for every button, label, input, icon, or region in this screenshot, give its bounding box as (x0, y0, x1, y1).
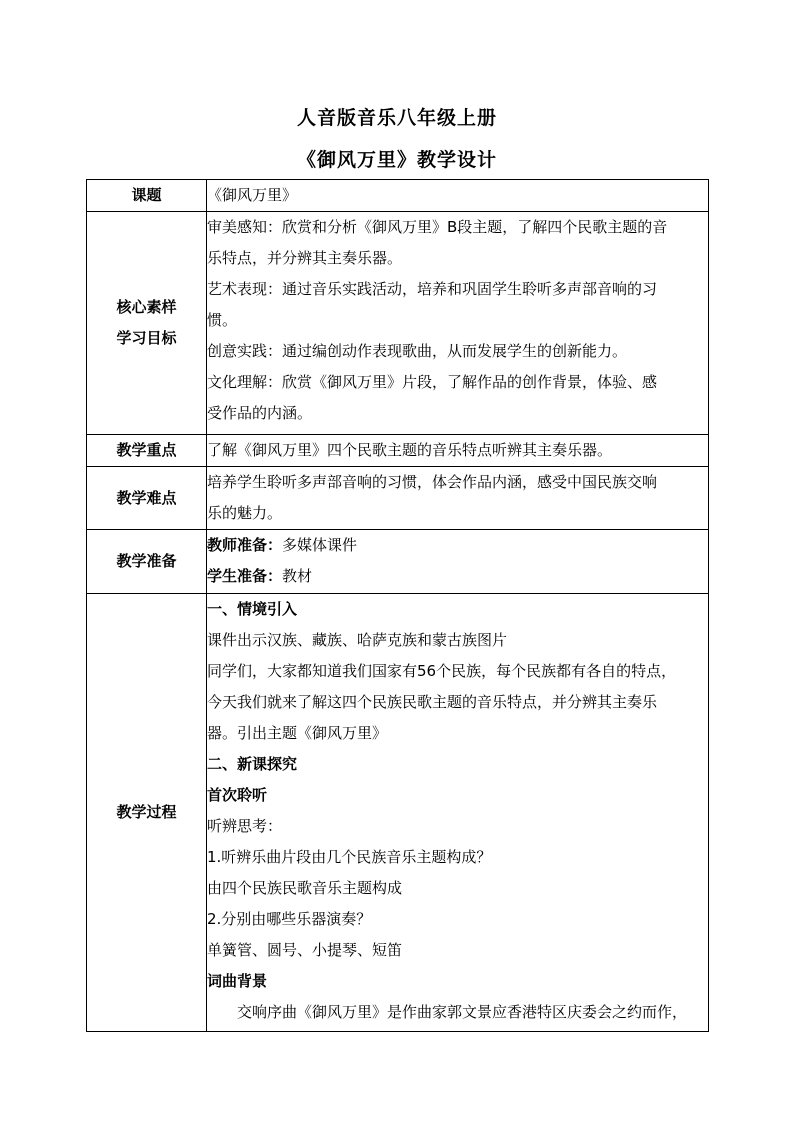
process-content (207, 594, 709, 1032)
topic-label: 课题 (87, 180, 207, 212)
process-row (87, 594, 709, 1032)
process-line: 单簧管、圆号、小提琴、短笛 (207, 941, 403, 959)
difficulties-content (207, 467, 709, 530)
process-line: 1.听辨乐曲片段由几个民族音乐主题构成？ (207, 848, 492, 866)
objective-line: 受作品的内涵。 (207, 404, 313, 422)
difficulties-label: 教学难点 (87, 467, 207, 530)
preparation-content (207, 530, 709, 594)
objective-line: 艺术表现：通过音乐实践活动，培养和巩固学生聆听多声部音响的习 (207, 280, 658, 298)
objective-line: 审美感知：欣赏和分析《御风万里》B段主题，了解四个民歌主题的音 (207, 218, 668, 236)
document-title: 人音版音乐八年级上册 (296, 107, 497, 129)
objectives-row (87, 212, 709, 435)
process-line: 一、情境引入 (207, 600, 298, 618)
objectives-content (207, 212, 709, 435)
objective-line: 惯。 (207, 311, 238, 329)
objectives-label-line1: 核心素样 (116, 298, 177, 316)
preparation-row (87, 530, 709, 594)
difficulty-line: 培养学生聆听多声部音响的习惯，体会作品内涵，感受中国民族交响 (207, 473, 658, 491)
process-line: 二、新课探究 (207, 755, 298, 773)
objective-line: 文化理解：欣赏《御风万里》片段，了解作品的创作背景，体验、感 (207, 373, 658, 391)
student-prep (207, 561, 708, 592)
key-points-label: 教学重点 (87, 435, 207, 467)
objective-line: 创意实践：通过编创动作表现歌曲，从而发展学生的创新能力。 (207, 342, 628, 360)
topic-value: 《御风万里》 (207, 180, 709, 212)
difficulty-line: 乐的魅力。 (207, 504, 283, 522)
key-points-value: 了解《御风万里》四个民歌主题的音乐特点听辨其主奏乐器。 (207, 435, 709, 467)
teacher-prep (207, 530, 708, 561)
objectives-label (87, 212, 207, 435)
process-line: 同学们，大家都知道我们国家有56个民族，每个民族都有各自的特点， (207, 662, 677, 680)
preparation-label: 教学准备 (87, 530, 207, 594)
process-line: 首次聆听 (207, 786, 268, 804)
process-line: 课件出示汉族、藏族、哈萨克族和蒙古族图片 (207, 631, 508, 649)
student-prep-value: 教材 (282, 567, 313, 585)
objective-line: 乐特点，并分辨其主奏乐器。 (207, 249, 403, 267)
process-line: 词曲背景 (207, 972, 268, 990)
key-points-row (87, 435, 709, 467)
objectives-label-line2: 学习目标 (116, 329, 177, 347)
process-line: 交响序曲《御风万里》是作曲家郭文景应香港特区庆委会之约而作， (237, 1003, 688, 1021)
process-label: 教学过程 (87, 594, 207, 1032)
teacher-prep-label: 教师准备： (207, 536, 283, 554)
process-line: 今天我们就来了解这四个民族民歌主题的音乐特点，并分辨其主奏乐 (207, 693, 658, 711)
process-line: 听辨思考： (207, 817, 283, 835)
document-subtitle: 《御风万里》教学设计 (296, 149, 497, 171)
process-line: 器。引出主题《御风万里》 (207, 724, 388, 742)
difficulties-row (87, 467, 709, 530)
teacher-prep-value: 多媒体课件 (282, 536, 358, 554)
student-prep-label: 学生准备： (207, 567, 283, 585)
process-line: 由四个民族民歌音乐主题构成 (207, 879, 403, 897)
topic-row (87, 180, 709, 212)
lesson-plan-table (86, 179, 709, 1032)
process-line: 2.分别由哪些乐器演奏？ (207, 910, 372, 928)
